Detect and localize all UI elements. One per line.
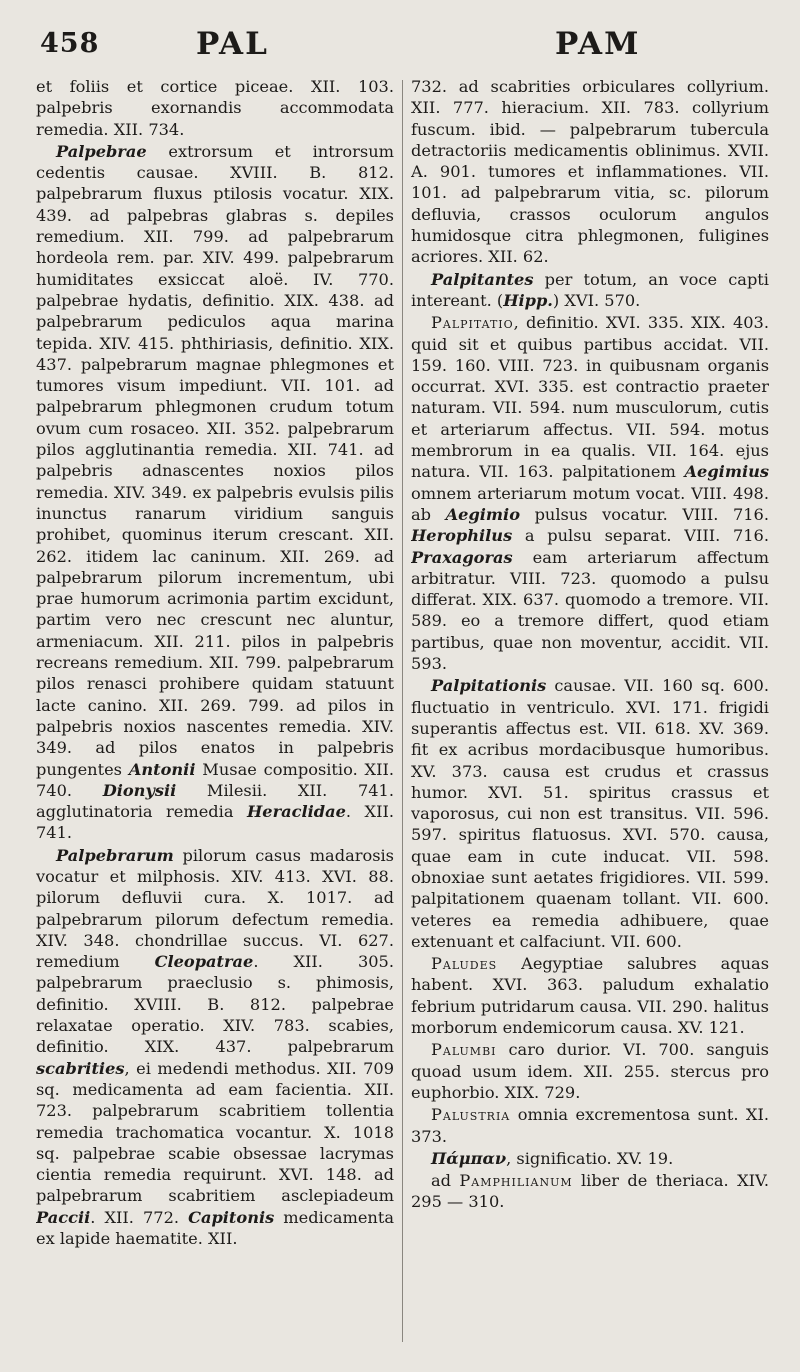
entry-text: ad	[431, 1171, 460, 1191]
entry-text: pulsus vocatur. VIII. 716.	[520, 504, 769, 524]
index-entry	[411, 1039, 769, 1103]
entry-text: , ei medendi methodus. XII. 709 sq. medicamenta ad eam facientia. XII. 723. palpebrarum scabritiem tollentia remedia trachomatica vocantur. X. 1018 sq. palpebrae scabie obsessae lacrymas cientia remedia requirunt. XVI. 148. ad palpebrarum scabritiem asclepiadeum	[36, 1058, 394, 1206]
entry-text: causae. VII. 160 sq. 600. fluctuatio in ventriculo. XVI. 171. frigidi superantis affectus est. VII. 618. XV. 369. fit ex acribus mordacibusque humoribus. XV. 373. causa est crudus et crassus humor. XVI. 51. spiritus crassus et vaporosus, cui non est transitus. VII. 596. 597. spiritus flatuosus. XVI. 570. causa, quae eam in cute inducat. VII. 598. obnoxiae sunt aetates frigidiores. VII. 599. palpitationem quaenam tollant. VII. 600. veteres ea remedia adhibuere, quae extenuant et calfaciunt. VII. 600.	[411, 676, 769, 951]
index-entry	[411, 1148, 769, 1169]
index-entry	[36, 845, 394, 1250]
entry-italic-term: Capitonis	[188, 1207, 275, 1227]
entry-italic-term: Aegimius	[684, 462, 769, 482]
index-entry	[411, 1170, 769, 1213]
entry-headword: Paludes	[431, 954, 498, 974]
entry-headword: Palustria	[431, 1105, 511, 1125]
entry-italic-term: Πάμπαν	[431, 1148, 507, 1168]
entry-headword: Palpitatio	[431, 313, 514, 333]
entry-text: liber de theriaca. XIV. 295 — 310.	[411, 1171, 769, 1212]
entry-italic-term: Aegimio	[445, 504, 520, 524]
entry-italic-term: scabrities	[36, 1058, 125, 1078]
entry-text: omnem arteriarum motum vocat. VIII. 498. ab	[411, 483, 769, 524]
entry-text: Aegyptiae salubres aquas habent. XVI. 363. paludum exhalatio febrium putridarum causa. VII. 290. halitus morborum endemicorum causa. XV. 121.	[411, 954, 769, 1038]
right-column	[411, 76, 769, 1356]
entry-text: medicamenta ex lapide haematite. XII.	[36, 1207, 394, 1249]
entry-italic-term: Cleopatrae	[154, 952, 254, 972]
entry-italic-term: Paccii	[36, 1207, 91, 1227]
entry-text: et foliis et cortice piceae. XII. 103. palpebris exornandis accommodata remedia. XII. 734.	[36, 77, 394, 139]
index-entry	[36, 141, 394, 844]
entry-text: eam arteriarum affectum arbitratur. VIII. 723. quomodo a pulsu differat. XIX. 637. quomodo a tremore. VII. 589. eo a tremore differt, quod etiam partibus, quae non moventur, accidit. VII. 593.	[411, 547, 769, 674]
page-number: 458	[40, 28, 100, 59]
entry-text: . XII. 741.	[36, 802, 394, 843]
entry-text: a pulsu separat. VIII. 716.	[512, 526, 769, 546]
entry-text: per totum, an voce capti intereant. (	[411, 269, 769, 310]
index-entry	[411, 675, 769, 952]
entry-text: , definitio. XVI. 335. XIX. 403. quid sit et quibus partibus accidat. VII. 159. 160. VIII. 723. in quibusnam organis occurrat. XVI. 335. est contractio praeter naturam. VII. 594. num musculorum, cutis et arteriarum affectus. VII. 594. motus membrorum in ea qualis. VII. 164. ejus natura. VII. 163. palpitationem	[411, 313, 769, 482]
entry-italic-term: Antonii	[128, 759, 196, 779]
entry-text: Musae compositio. XII. 740.	[36, 759, 394, 800]
index-entry	[411, 312, 769, 674]
index-entry	[411, 269, 769, 312]
running-head-right: PAM	[555, 26, 641, 62]
entry-italic-term: Heraclidae	[247, 802, 346, 822]
index-entry	[411, 76, 769, 268]
entry-text: extrorsum et introrsum cedentis causae. XVIII. B. 812. palpebrarum fluxus ptilosis vocatur. XIX. 439. ad palpebras glabras s. depiles remedium. XII. 799. ad palpebrarum hordeola rem. par. XIV. 499. palpebrarum humiditates exsiccat aloë. IV. 770. palpebrae hydatis, definitio. XIX. 438. ad palpebrarum pediculos aqua marina tepida. XIV. 415. phthiriasis, definitio. XIX. 437. palpebrarum magnae phlegmones et tumores visum impediunt. VII. 101. ad palpebrarum phlegmonen crudum totum ovum cum rosaceo. XII. 352. palpebrarum pilos agglutinantia remedia. XII. 741. ad palpebris adnascentes noxios pilos remedia. XIV. 349. ex palpebris evulsis pilis inunctus ranarum viridium sanguis prohibet, quominus iterum crescant. XII. 262. itidem lac caninum. XII. 269. ad palpebrarum pilorum incrementum, ubi prae humorum acrimonia partim excidunt, partim vero nec crescunt nec aluntur, armeniacum. XII. 211. pilos in palpebris recreans remedium. XII. 799. palpebrarum pilos renasci prohibere quidam statuunt lacte canino. XII. 269. 799. ad pilos in palpebris noxios nascentes remedia. XIV. 349. ad pilos enatos in palpebris pungentes	[36, 141, 394, 779]
entry-italic-term: Palpebrarum	[56, 845, 174, 865]
entry-italic-term: Hipp.	[503, 290, 553, 310]
entry-italic-term: Praxagoras	[411, 547, 513, 567]
page-header	[0, 18, 800, 68]
entry-text: Milesii. XII. 741. agglutinatoria remedia	[36, 780, 394, 822]
entry-text: . XII. 772.	[90, 1207, 189, 1227]
entry-text: 732. ad scabrities orbiculares collyrium. XII. 777. hieracium. XII. 783. collyrium fuscum. ibid. — palpebrarum tubercula detractoriis medicamentis oblinimus. XVII. A. 901. tumores et inflammationes. VII. 101. ad palpebrarum vitia, sc. pilorum defluvia, crassos oculorum angulos humidosque citra phlegmonen, fuligines acriores. XII. 62.	[411, 77, 769, 267]
entry-italic-term: Palpebrae	[56, 141, 147, 161]
entry-text: pilorum casus madarosis vocatur et milphosis. XIV. 413. XVI. 88. pilorum defluvii cura. X. 1017. ad palpebrarum pilorum defectum remedia. XIV. 348. chondrillae succus. VI. 627. remedium	[36, 845, 394, 972]
entry-text: ) XVI. 570.	[552, 290, 641, 310]
column-divider	[402, 80, 403, 1342]
entry-italic-term: Palpitantes	[431, 269, 534, 289]
index-entry	[411, 1104, 769, 1147]
entry-text: , significatio. XV. 19.	[506, 1148, 674, 1168]
entry-italic-term: Herophilus	[411, 526, 513, 546]
entry-text: . XII. 305. palpebrarum praeclusio s. phimosis, definitio. XVIII. B. 812. palpebrae relaxatae operatio. XIV. 783. scabies, definitio. XIX. 437. palpebrarum	[36, 952, 394, 1057]
left-column	[36, 76, 394, 1356]
entry-headword: Pamphilianum	[459, 1171, 573, 1191]
entry-italic-term: Dionysii	[102, 780, 177, 800]
index-entry	[36, 76, 394, 140]
entry-text: omnia excrementosa sunt. XI. 373.	[411, 1105, 769, 1146]
index-entry	[411, 953, 769, 1038]
running-head-left: PAL	[196, 26, 269, 62]
entry-headword: Palumbi	[431, 1040, 497, 1060]
entry-text: caro durior. VI. 700. sanguis quoad usum idem. XII. 255. stercus pro euphorbio. XIX. 729.	[411, 1040, 769, 1102]
entry-italic-term: Palpitationis	[431, 676, 547, 696]
